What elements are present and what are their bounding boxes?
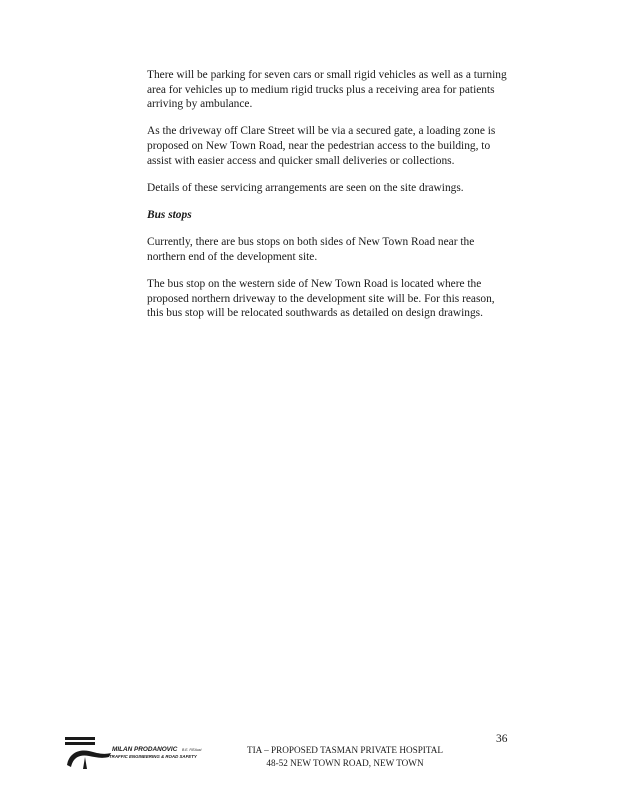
footer-title-line2: 48-52 NEW TOWN ROAD, NEW TOWN xyxy=(266,758,424,768)
logo-tagline: TRAFFIC ENGINEERING & ROAD SAFETY xyxy=(109,754,197,759)
page-number: 36 xyxy=(496,733,508,745)
paragraph-line: proposed northern driveway to the development site will be. For this reason, xyxy=(147,292,495,305)
paragraph-line: Currently, there are bus stops on both sides of New Town Road near the xyxy=(147,236,475,249)
paragraph-line: northern end of the development site. xyxy=(147,250,318,263)
logo-name: MILAN PRODANOVIC xyxy=(112,746,178,753)
paragraph-line: area for vehicles up to medium rigid trucks plus a receiving area for patients xyxy=(147,83,495,96)
paragraph-line: arriving by ambulance. xyxy=(147,98,253,111)
paragraph-line: Details of these servicing arrangements are seen on the site drawings. xyxy=(147,181,464,194)
paragraph-parking xyxy=(147,68,527,112)
logo-credentials: B.E. FIEAust xyxy=(182,748,202,752)
section-heading-bus-stops: Bus stops xyxy=(147,208,192,221)
footer-title-line1: TIA – PROPOSED TASMAN PRIVATE HOSPITAL xyxy=(246,745,443,755)
paragraph-servicing-details xyxy=(147,181,527,196)
paragraph-bus-stop-relocation xyxy=(147,277,527,321)
paragraph-line: proposed on New Town Road, near the pedestrian access to the building, to xyxy=(147,139,491,152)
paragraph-line: As the driveway off Clare Street will be via a secured gate, a loading zone is xyxy=(147,125,496,138)
paragraph-line: The bus stop on the western side of New Town Road is located where the xyxy=(147,277,482,290)
paragraph-loading-zone xyxy=(147,124,527,168)
paragraph-line: assist with easier access and quicker small deliveries or collections. xyxy=(147,154,455,167)
paragraph-line: this bus stop will be relocated southwards as detailed on design drawings. xyxy=(147,307,483,320)
document-body xyxy=(147,68,527,333)
paragraph-line: There will be parking for seven cars or small rigid vehicles as well as a turning xyxy=(147,69,507,81)
paragraph-bus-stops-current xyxy=(147,235,527,264)
